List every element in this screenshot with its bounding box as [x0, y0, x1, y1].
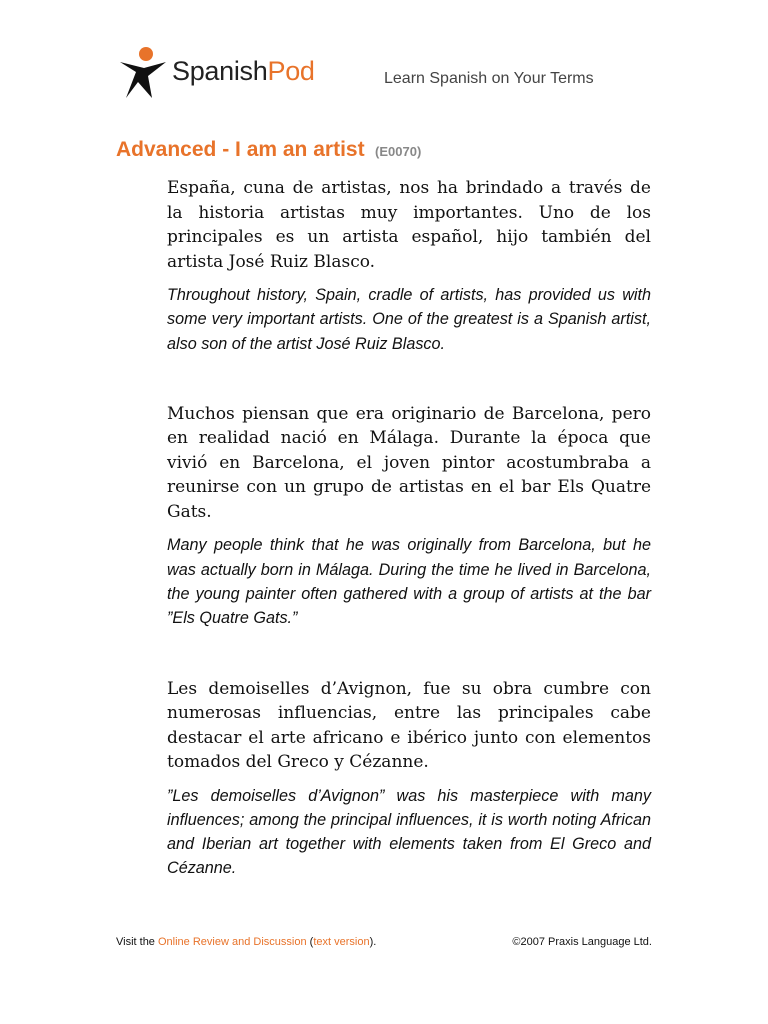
online-review-link[interactable]: Online Review and Discussion	[158, 936, 307, 948]
spanish-paragraph: Muchos piensan que era originario de Barcelona, pero en realidad nació en Málaga. Durante la época que vivió en Barcelona, el joven pintor acostumbraba a reunirse con un grupo de artistas en el bar Els Quatre Gats.	[167, 403, 651, 522]
footer-paren-open: (	[306, 936, 314, 948]
paragraph-block	[167, 402, 651, 631]
brand-part1: Spanish	[172, 56, 268, 86]
footer-visit-prefix: Visit the	[116, 936, 158, 948]
lesson-title-row	[116, 138, 421, 162]
spanishpod-logo-icon	[118, 46, 168, 100]
copyright: ©2007 Praxis Language Ltd.	[512, 936, 652, 948]
header	[118, 44, 678, 104]
spanish-paragraph: Les demoiselles d’Avignon, fue su obra cumbre con numerosas influencias, entre las principales cabe destacar el arte africano e ibérico junto con elementos tomados del Greco y Cézanne.	[167, 678, 651, 773]
brand-wordmark	[172, 56, 315, 87]
brand-part2: Pod	[267, 56, 315, 86]
footer-visit-text	[116, 936, 376, 948]
paragraph-block	[167, 176, 651, 356]
english-translation: Throughout history, Spain, cradle of artists, has provided us with some very important artists. One of the greatest is a Spanish artist, also son of the artist José Ruiz Blasco.	[167, 286, 651, 353]
english-translation: Many people think that he was originally from Barcelona, but he was actually born in Málaga. During the time he lived in Barcelona, the young painter often gathered with a group of artists at the bar ”Els Quatre Gats.”	[167, 536, 651, 628]
tagline: Learn Spanish on Your Terms	[384, 70, 594, 87]
lesson-content	[167, 176, 651, 927]
lesson-code: (E0070)	[375, 144, 422, 159]
text-version-link[interactable]: text version	[313, 936, 370, 948]
english-translation: ”Les demoiselles d’Avignon” was his masterpiece with many influences; among the principal influences, it is worth noting African and Iberian art together with elements taken from El Greco and Cézanne.	[167, 786, 651, 878]
lesson-title: Advanced - I am an artist	[116, 138, 365, 161]
paragraph-block	[167, 677, 651, 881]
footer-paren-close: ).	[369, 936, 377, 948]
spanish-paragraph: España, cuna de artistas, nos ha brindado a través de la historia artistas muy importantes. Uno de los principales es un artista español, hijo también del artista José Ruiz Blasco.	[167, 178, 651, 272]
